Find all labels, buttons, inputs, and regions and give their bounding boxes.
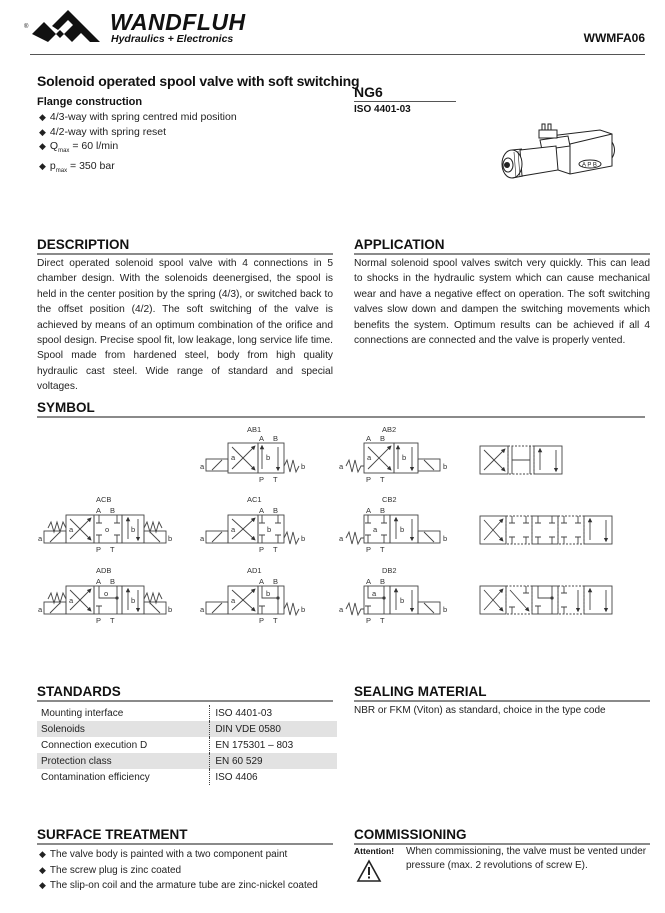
svg-text:P: P [366, 475, 372, 484]
svg-text:a: a [200, 462, 205, 471]
symbol-AD1 [206, 586, 299, 615]
svg-text:ADB: ADB [96, 566, 112, 575]
svg-text:AB1: AB1 [247, 425, 262, 434]
bullet-diamond-icon: ◆ [39, 864, 46, 875]
application-text: Normal solenoid spool valves switch very quickly. This can lead to shocks in the hydraulic system which can cause mechanical wear and have a negative effect on operation. The soft switching valves slow down and dampen the switching movements which benefits the system. Optimum results can be achieved if all 4 connections are connected and the valve is properly vented. [354, 258, 650, 347]
svg-text:CB2: CB2 [382, 495, 397, 504]
svg-text:a: a [231, 525, 236, 534]
application-heading: APPLICATION [354, 237, 650, 255]
svg-text:a: a [373, 525, 378, 534]
svg-text:o: o [105, 525, 110, 534]
sealing-section [354, 684, 650, 718]
bullet-diamond-icon: ◆ [39, 160, 46, 171]
brand-name: WANDFLUH [110, 9, 246, 35]
list-item: ◆ The screw plug is zinc coated [39, 864, 182, 876]
svg-text:b: b [168, 534, 173, 543]
svg-text:B: B [380, 577, 386, 586]
svg-text:P: P [259, 475, 265, 484]
bullet-diamond-icon: ◆ [39, 141, 46, 151]
svg-text:T: T [110, 616, 115, 625]
svg-text:T: T [273, 616, 278, 625]
svg-text:B: B [110, 506, 116, 515]
svg-text:P: P [366, 545, 372, 554]
symbol-AB-composite [480, 446, 562, 474]
symbol-ADB-composite [480, 586, 612, 614]
wandfluh-logo-icon [24, 8, 108, 46]
svg-text:A: A [366, 434, 372, 443]
svg-text:b: b [168, 605, 173, 614]
svg-text:AD1: AD1 [247, 566, 262, 575]
svg-text:a: a [200, 605, 205, 614]
size-block [354, 84, 456, 115]
svg-text:b: b [301, 534, 306, 543]
svg-text:T: T [273, 545, 278, 554]
description-heading: DESCRIPTION [37, 237, 333, 255]
svg-text:a: a [372, 589, 377, 598]
feature-item: ◆ 4/2-way with spring reset [39, 125, 167, 138]
symbol-ACB-composite [480, 516, 612, 544]
header-divider [30, 54, 645, 55]
attention-label: Attention! [354, 846, 395, 856]
symbol-section [37, 400, 645, 418]
sealing-text: NBR or FKM (Viton) as standard, choice in the type code [354, 705, 606, 716]
standards-heading: STANDARDS [37, 684, 333, 702]
feature-item: ◆ $Q_{max} = 60$ l/min [39, 140, 119, 155]
svg-text:B: B [110, 577, 116, 586]
svg-text:B: B [380, 506, 386, 515]
commissioning-text: When commissioning, the valve must be vented under pressure (max. 2 revolutions of screw E). [406, 846, 647, 871]
svg-text:b: b [266, 589, 271, 598]
svg-text:b: b [301, 462, 306, 471]
svg-text:a: a [231, 453, 236, 462]
svg-text:b: b [266, 453, 271, 462]
iso-standard: ISO 4401-03 [354, 104, 411, 115]
wandfluh-logo [24, 8, 254, 48]
svg-text:P: P [259, 616, 265, 625]
symbol-AB2 [346, 443, 440, 473]
commissioning-section [354, 827, 650, 897]
product-subtitle: Flange construction [37, 96, 143, 108]
table-row: Contamination efficiency ISO 4406 [37, 769, 337, 785]
svg-text:A: A [366, 506, 372, 515]
list-item: ◆ The slip-on coil and the armature tube are zinc-nickel coated [39, 880, 318, 891]
bullet-diamond-icon: ◆ [39, 112, 46, 122]
document-code: WWMFA06 [583, 31, 645, 45]
svg-text:A P B: A P B [582, 162, 597, 169]
svg-text:ACB: ACB [96, 495, 112, 504]
svg-text:b: b [443, 462, 448, 471]
standards-table [37, 705, 337, 785]
valve-illustration [490, 118, 620, 188]
symbol-AC1 [206, 515, 299, 544]
hydraulic-symbols-diagram [0, 418, 665, 628]
bullet-diamond-icon: ◆ [39, 880, 46, 890]
surface-heading: SURFACE TREATMENT [37, 827, 333, 845]
svg-text:A: A [259, 577, 265, 586]
svg-text:A: A [366, 577, 372, 586]
feature-item: ◆ 4/3-way with spring centred mid position [39, 111, 237, 123]
svg-text:P: P [96, 616, 102, 625]
svg-text:b: b [400, 525, 405, 534]
svg-text:B: B [273, 577, 279, 586]
table-row: Solenoids DIN VDE 0580 [37, 721, 337, 737]
svg-text:A: A [259, 434, 265, 443]
symbol-AB1 [206, 443, 299, 473]
svg-text:A: A [96, 506, 102, 515]
svg-text:P: P [366, 616, 372, 625]
svg-text:a: a [367, 453, 372, 462]
svg-text:B: B [273, 506, 279, 515]
commissioning-heading: COMMISSIONING [354, 827, 650, 845]
svg-text:AC1: AC1 [247, 495, 262, 504]
nominal-size: NG6 [354, 84, 456, 102]
brand-tagline: Hydraulics + Electronics [111, 33, 234, 45]
table-row: Mounting interface ISO 4401-03 [37, 705, 337, 721]
bullet-diamond-icon: ◆ [39, 126, 46, 137]
table-row: Protection class EN 60 529 [37, 753, 337, 769]
svg-text:a: a [200, 534, 205, 543]
svg-text:T: T [380, 616, 385, 625]
svg-text:b: b [267, 525, 272, 534]
svg-text:DB2: DB2 [382, 566, 397, 575]
feature-item: ◆ $p_{max} = 350$ bar [39, 159, 115, 174]
svg-text:a: a [69, 525, 74, 534]
surface-list [39, 847, 333, 894]
application-section [354, 237, 650, 348]
description-section [37, 237, 333, 395]
symbol-DB2 [346, 586, 440, 615]
svg-text:A: A [259, 506, 265, 515]
svg-text:a: a [231, 596, 236, 605]
bullet-diamond-icon: ◆ [39, 849, 46, 859]
svg-text:o: o [104, 589, 109, 598]
svg-text:T: T [380, 545, 385, 554]
feature-list [39, 110, 237, 178]
surface-section [37, 827, 333, 894]
svg-text:a: a [339, 462, 344, 471]
list-item: ◆ The valve body is painted with a two component paint [39, 849, 288, 860]
svg-text:a: a [339, 605, 344, 614]
svg-text:b: b [443, 605, 448, 614]
symbol-heading: SYMBOL [37, 400, 645, 418]
svg-text:b: b [131, 596, 136, 605]
svg-text:T: T [380, 475, 385, 484]
svg-text:P: P [96, 545, 102, 554]
product-title: Solenoid operated spool valve with soft switching [37, 73, 360, 89]
table-row: Connection execution D EN 175301 – 803 [37, 737, 337, 753]
svg-text:b: b [131, 525, 136, 534]
svg-text:B: B [380, 434, 386, 443]
svg-text:P: P [259, 545, 265, 554]
warning-triangle-icon [356, 859, 382, 883]
description-text: Direct operated solenoid spool valve with 4 connections in 5 chamber design. With the solenoids deenergised, the spool is held in the center position by the spring (4/3), or switched back to the offset position (4/2). The soft switching of the valve is achieved by means of an optimum combination of the orifice and spool design. Precise spool fit, low leakage, long service life time. Spool made from hardened steel, body from high quality hydraulic cast steel. Wide range of standard and special voltages. [37, 258, 333, 393]
sealing-heading: SEALING MATERIAL [354, 684, 650, 702]
svg-text:b: b [443, 534, 448, 543]
symbol-CB2 [346, 515, 440, 544]
svg-text:a: a [38, 605, 43, 614]
svg-text:a: a [69, 596, 74, 605]
svg-text:b: b [402, 453, 407, 462]
svg-text:a: a [339, 534, 344, 543]
svg-text:A: A [96, 577, 102, 586]
svg-text:AB2: AB2 [382, 425, 397, 434]
svg-text:B: B [273, 434, 279, 443]
standards-section [37, 684, 333, 785]
svg-text:b: b [400, 596, 405, 605]
svg-text:T: T [273, 475, 278, 484]
svg-text:®: ® [24, 24, 29, 30]
svg-text:T: T [110, 545, 115, 554]
svg-text:a: a [38, 534, 43, 543]
svg-text:b: b [301, 605, 306, 614]
